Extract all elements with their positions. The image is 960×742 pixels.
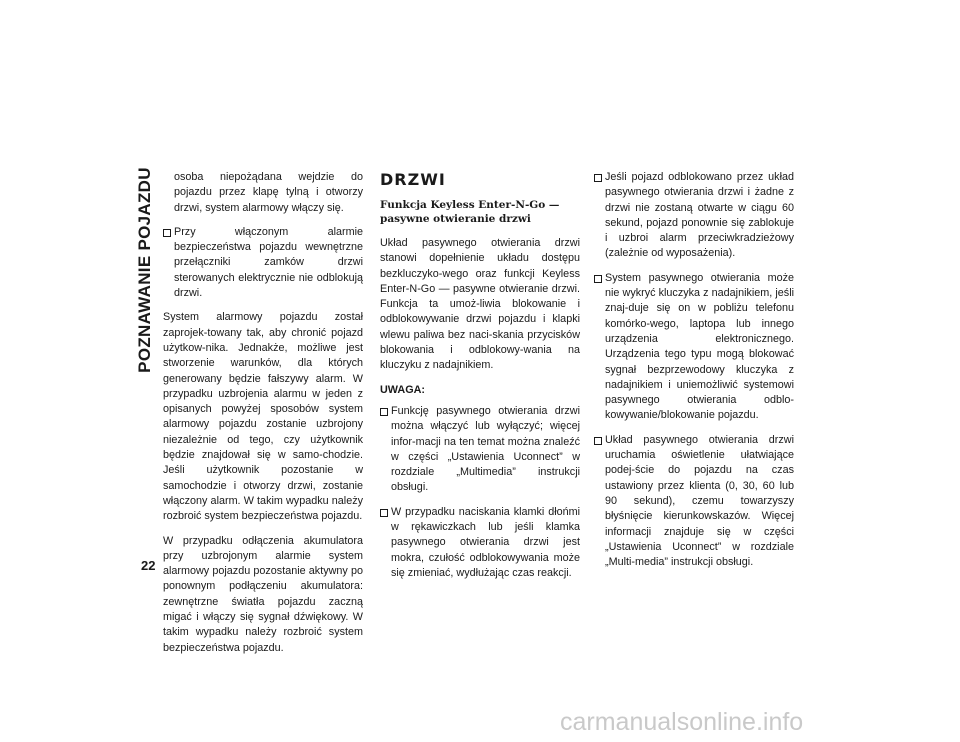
page-number: 22 (141, 558, 156, 573)
list-item: W przypadku naciskania klamki dłońmi w rękawiczkach lub jeśli klamka pasywnego otwierania drzwi jest mokra, czułość odblokowywania może się zmieniać, wydłużając czas reakcji. (380, 505, 580, 581)
paragraph: W przypadku odłączenia akumulatora przy uzbrojonym alarmie system alarmowy pojazdu pozostanie aktywny po ponownym podłączeniu akumulatora: zewnętrzne światła pojazdu zaczną migać i włączy się sygnał dźwiękowy. W takim wypadku należy rozbroić system bezpieczeństwa pojazdu. (163, 534, 363, 654)
bullet-list (163, 170, 363, 301)
square-bullet-icon (163, 229, 171, 237)
paragraph: Układ pasywnego otwierania drzwi stanowi dopełnienie układu dostępu bezkluczyko-wego oraz funkcji Keyless Enter-N-Go — pasywne otwieranie drzwi. Funkcja ta umoż-liwia blokowanie i odblokowywanie drzwi pojazdu i klapki wlewu paliwa bez naci-skania przycisków blokowania i odblokowy-wania na kluczyku z nadajnikiem. (380, 237, 580, 372)
list-item: osoba niepożądana wejdzie do pojazdu przez klapę tylną i otworzy drzwi, system alarmowy włączy się. (174, 171, 363, 214)
paragraph: System alarmowy pojazdu został zaprojek-towany tak, aby chronić pojazd użytkow-nika. Jednakże, możliwe jest stworzenie warunków, dla których generowany będzie fałszywy alarm. W przypadku uzbrojenia alarmu w jeden z opisanych powyżej sposobów system alarmowy pojazdu zostanie uzbrojony niezależnie od tego, czy użytkownik będzie znajdował się w samo-chodzie. Jeśli użytkownik pozostanie w samochodzie i otworzy drzwi, zostanie włączony alarm. W takim wypadku należy rozbroić system bezpieczeństwa pojazdu. (163, 311, 363, 523)
square-bullet-icon (594, 174, 602, 182)
list-item: Układ pasywnego otwierania drzwi uruchamia oświetlenie ułatwiające podej-ście do pojazdu na czas ustawiony przez klienta (0, 30, 60 lub 90 sekund), czemu towarzyszy błyśnięcie kierunkowskazów. Więcej informacji znajduje się w części „Ustawienia Uconnect” w rozdziale „Multi-media” instrukcji obsługi. (594, 433, 794, 571)
square-bullet-icon (594, 437, 602, 445)
column-left (163, 170, 363, 665)
note-label: UWAGA: (380, 383, 425, 396)
square-bullet-icon (380, 509, 388, 517)
bullet-list (594, 170, 794, 570)
list-item: System pasywnego otwierania może nie wykryć kluczyka z nadajnikiem, jeśli znaj-duje się on w pobliżu telefonu komórko-wego, laptopa lub innego urządzenia elektronicznego. Urządzenia tego typu mogą blokować sygnał bezprzewodowy kluczyka z nadajnikiem i uniemożliwić systemowi pasywnego otwierania odblo-kowywanie/blokowanie pojazdu. (594, 271, 794, 424)
square-bullet-icon (594, 275, 602, 283)
list-item: Jeśli pojazd odblokowano przez układ pasywnego otwierania drzwi i żadne z drzwi nie zostaną otwarte w ciągu 60 sekund, pojazd ponownie się zablokuje i uzbroi alarm przeciwkradzieżowy (zależnie od wyposażenia). (594, 170, 794, 262)
watermark: carmanualsonline.info (560, 708, 804, 736)
square-bullet-icon (380, 408, 388, 416)
bullet-list (380, 404, 580, 581)
column-middle (380, 170, 580, 590)
list-item: Przy włączonym alarmie bezpieczeństwa pojazdu wewnętrzne przełączniki zamków drzwi sterowanych elektrycznie nie odblokują drzwi. (163, 225, 363, 301)
list-item: Funkcję pasywnego otwierania drzwi można włączyć lub wyłączyć; więcej infor-macji na ten temat można znaleźć w części „Ustawienia Uconnect” w rozdziale „Multimedia” instrukcji obsługi. (380, 404, 580, 496)
chapter-title: POZNAWANIE POJAZDU (135, 167, 155, 373)
subsection-heading: Funkcja Keyless Enter-N-Go — pasywne otwieranie drzwi (380, 199, 560, 225)
section-heading: DRZWI (380, 170, 446, 189)
column-right (594, 170, 794, 579)
chapter-side-tab (128, 168, 162, 372)
